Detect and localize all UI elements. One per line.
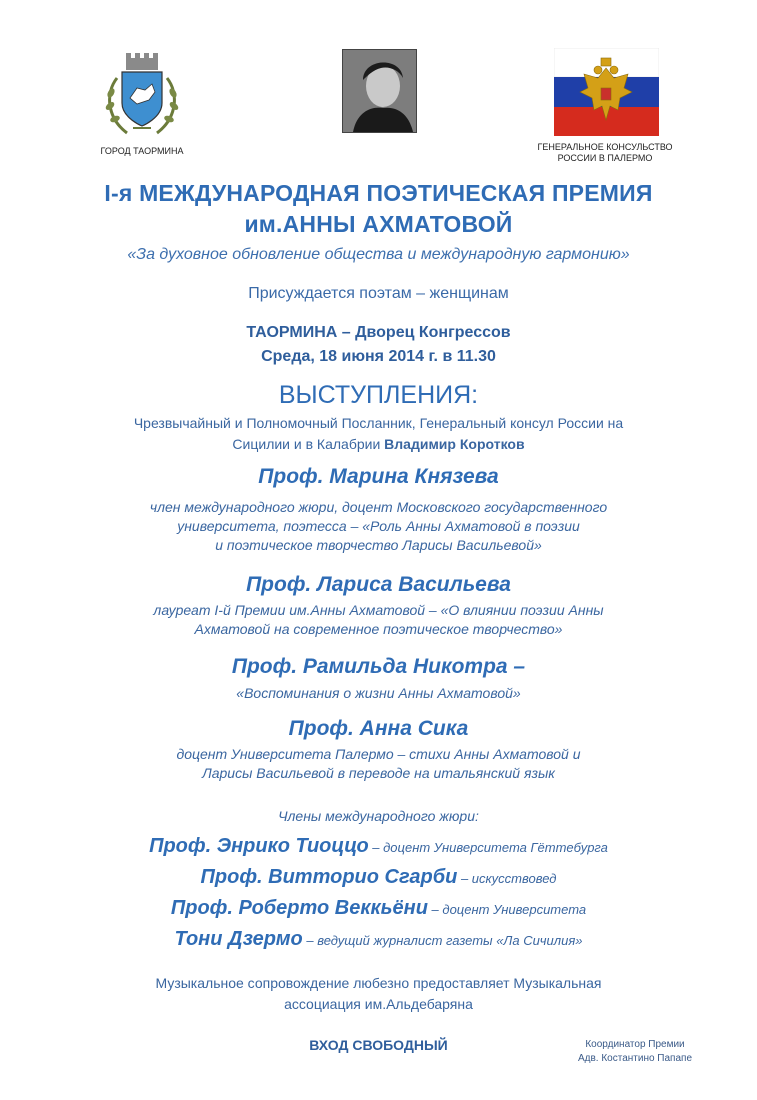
speaker-desc-line: член международного жюри, доцент Московского государственного xyxy=(149,499,608,515)
intro-line1: Чрезвычайный и Полномочный Посланник, Генеральный консул России на xyxy=(133,415,624,431)
speaker-name: Проф. Анна Сика xyxy=(288,717,469,740)
consulate-caption xyxy=(520,142,690,164)
subtitle: Присуждается поэтам – женщинам xyxy=(248,285,509,302)
speaker-desc xyxy=(0,601,757,639)
speaker-desc xyxy=(0,684,757,703)
jury-member xyxy=(0,835,757,858)
jury-member-name: Проф. Витторио Сгарби xyxy=(200,866,458,888)
portrait-photo xyxy=(342,49,417,133)
speaker-desc-line: «Воспоминания о жизни Анны Ахматовой» xyxy=(236,685,521,701)
jury-member-role: – доцент Университета xyxy=(427,902,587,917)
city-caption: ГОРОД ТАОРМИНА xyxy=(100,146,184,156)
title-line2: им.АННЫ АХМАТОВОЙ xyxy=(244,211,513,237)
speeches-intro xyxy=(0,413,757,455)
jury-member xyxy=(0,866,757,889)
consulate-flag-emblem xyxy=(554,48,659,136)
speeches-heading: ВЫСТУПЛЕНИЯ: xyxy=(278,381,479,409)
intro-line2-prefix: Сицилии и в Калабрии xyxy=(232,436,385,452)
speaker-desc-line: Ахматовой на современное поэтическое творчество» xyxy=(194,621,563,637)
speaker-name: Проф. Марина Князева xyxy=(258,465,499,488)
jury-member-name: Проф. Роберто Веккьёни xyxy=(170,897,428,919)
speaker-desc-line: и поэтическое творчество Ларисы Васильевой» xyxy=(215,537,542,553)
coat-of-arms-icon xyxy=(97,48,187,140)
coordinator-name: Адв. Костантино Папапе xyxy=(577,1053,693,1064)
intro-line2 xyxy=(0,434,757,455)
jury-member xyxy=(0,897,757,920)
jury-member-name: Тони Дзермо xyxy=(174,928,303,950)
coordinator-title: Координатор Премии xyxy=(585,1039,685,1050)
consulate-caption-line2: РОССИИ В ПАЛЕРМО xyxy=(557,153,653,163)
motto: «За духовное обновление общества и международную гармонию» xyxy=(127,246,630,263)
venue-date: Среда, 18 июня 2014 г. в 11.30 xyxy=(261,348,496,365)
speaker-desc-line: Ларисы Васильевой в переводе на итальянский язык xyxy=(202,765,555,781)
jury-heading: Члены международного жюри: xyxy=(278,808,479,824)
consul-name: Владимир Коротков xyxy=(384,436,525,452)
speaker-desc-line: лауреат I-й Премии им.Анны Ахматовой – «О влиянии поэзии Анны xyxy=(153,602,604,618)
speaker-desc-line: университета, поэтесса – «Роль Анны Ахматовой в поэзии xyxy=(177,518,580,534)
jury-member-role: – ведущий журналист газеты «Ла Сичилия» xyxy=(302,933,583,948)
music-line2: ассоциация им.Альдебаряна xyxy=(284,996,473,1012)
speaker-desc xyxy=(0,498,757,555)
free-entry: ВХОД СВОБОДНЫЙ xyxy=(309,1037,448,1053)
jury-member-role: – искусствовед xyxy=(457,871,557,886)
music-line1: Музыкальное сопровождение любезно предоставляет Музыкальная xyxy=(155,975,602,991)
music-note xyxy=(0,973,757,1015)
speaker-name: Проф. Лариса Васильева xyxy=(246,573,511,596)
jury-member-name: Проф. Энрико Тиоццо xyxy=(149,835,369,857)
city-coat-of-arms xyxy=(97,48,187,140)
jury-member xyxy=(0,928,757,951)
jury-member-role: – доцент Университета Гёттебурга xyxy=(368,840,608,855)
speaker-desc xyxy=(0,745,757,783)
coordinator xyxy=(560,1038,710,1066)
russian-flag-emblem-icon xyxy=(554,48,659,136)
consulate-caption-line1: ГЕНЕРАЛЬНОЕ КОНСУЛЬСТВО xyxy=(537,142,673,152)
venue-place: ТАОРМИНА – Дворец Конгрессов xyxy=(246,324,511,341)
title-line1: I-я МЕЖДУНАРОДНАЯ ПОЭТИЧЕСКАЯ ПРЕМИЯ xyxy=(104,180,653,206)
speaker-name: Проф. Рамильда Никотра – xyxy=(231,655,526,678)
speaker-desc-line: доцент Университета Палермо – стихи Анны Ахматовой и xyxy=(176,746,581,762)
